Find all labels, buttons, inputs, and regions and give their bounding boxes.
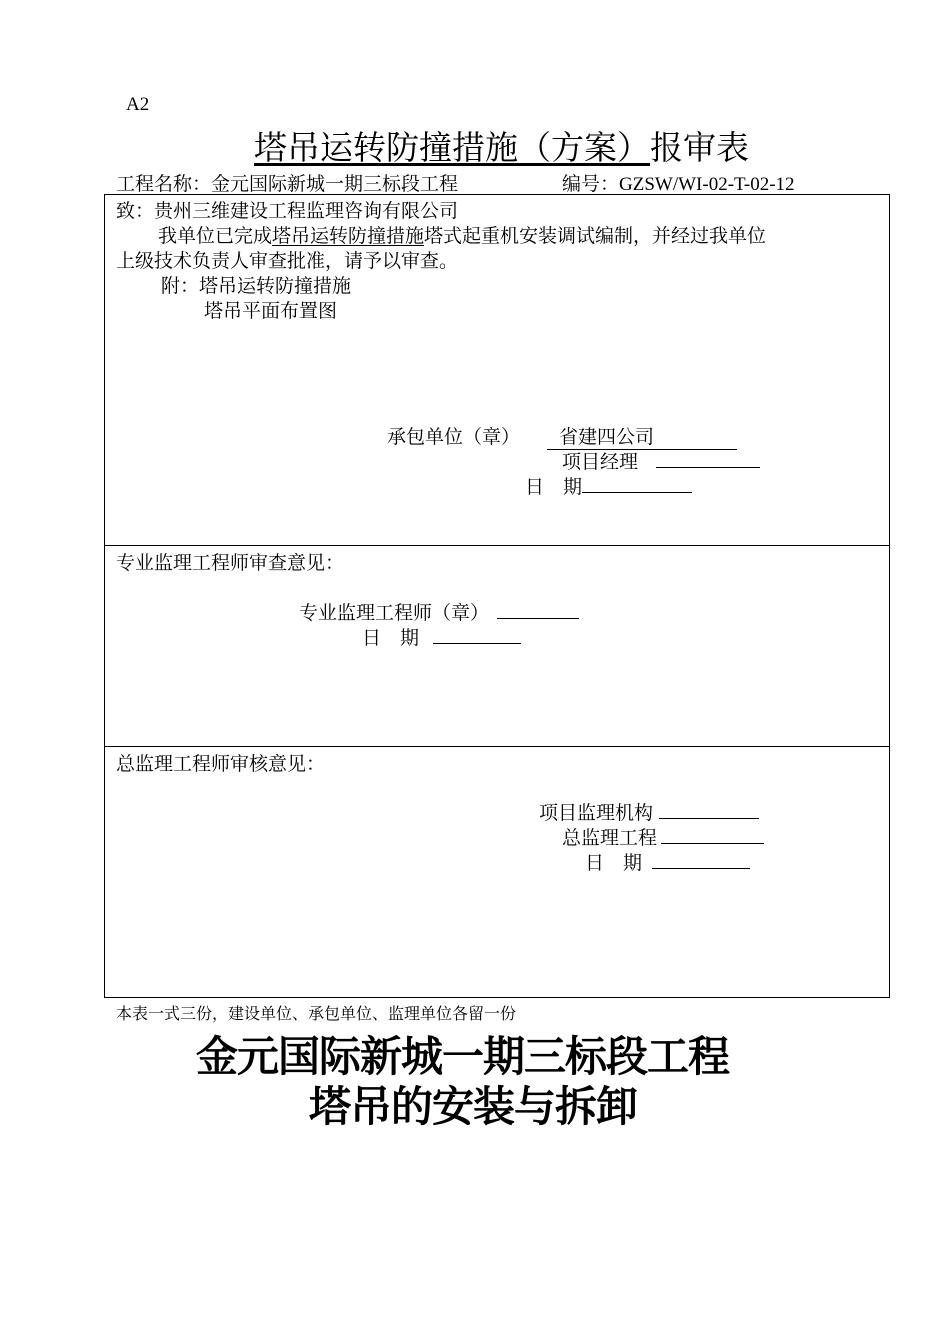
specialist-review-section xyxy=(104,545,890,747)
chief-engineer-blank xyxy=(661,825,764,844)
attachment-item-1-text: 塔吊运转防撞措施 xyxy=(199,275,352,297)
form-code: A2 xyxy=(126,94,150,115)
project-name-label: 工程名称： xyxy=(116,173,212,195)
submission-date-line xyxy=(525,472,692,499)
submission-date-blank xyxy=(582,474,692,493)
chief-engineer-label: 总监理工程 xyxy=(562,827,658,849)
specialist-engineer-blank xyxy=(497,600,579,619)
manager-signature-blank xyxy=(656,449,760,468)
chief-review-section xyxy=(104,746,890,998)
document-code-value: GZSW/WI-02-T-02-12 xyxy=(619,174,795,195)
supervision-org-label: 项目监理机构 xyxy=(539,802,654,824)
form-title-suffix: 报审表 xyxy=(650,128,749,167)
crane-title-heading: 塔吊的安装与拆卸 xyxy=(309,1082,638,1131)
document-code-label: 编号： xyxy=(562,173,620,195)
specialist-date-line xyxy=(362,623,521,650)
specialist-date-label: 日 期 xyxy=(362,627,420,649)
attachment-item-1 xyxy=(161,271,351,298)
chief-date-blank xyxy=(652,850,750,869)
attachment-label: 附： xyxy=(161,275,200,297)
chief-date-label: 日 期 xyxy=(585,852,643,874)
form-title xyxy=(254,122,749,169)
specialist-engineer-line xyxy=(299,598,579,625)
form-title-underlined: 塔吊运转防撞措施（方案） xyxy=(254,128,650,167)
project-title-heading: 金元国际新城一期三标段工程 xyxy=(196,1032,730,1081)
recipient-line: 致：贵州三维建设工程监理咨询有限公司 xyxy=(116,200,459,222)
body-underlined-plan: 塔吊运转防撞措施 xyxy=(272,225,425,247)
specialist-date-blank xyxy=(433,625,521,644)
copies-footnote: 本表一式三份，建设单位、承包单位、监理单位各留一份 xyxy=(116,1004,517,1023)
contractor-line xyxy=(387,422,737,450)
submission-date-label: 日 期 xyxy=(525,476,583,498)
project-name-value: 金元国际新城一期三标段工程 xyxy=(211,173,459,195)
document-code-line xyxy=(562,169,795,196)
body-prefix: 我单位已完成 xyxy=(158,225,273,247)
specialist-engineer-label: 专业监理工程师（章） xyxy=(299,602,490,624)
submission-section xyxy=(104,194,890,546)
chief-review-heading: 总监理工程师审核意见： xyxy=(116,753,326,775)
submission-body-line1 xyxy=(158,221,766,248)
contractor-value: 省建四公司 xyxy=(547,422,737,450)
manager-label: 项目经理 xyxy=(562,451,639,473)
supervision-org-line xyxy=(539,798,759,825)
supervision-org-blank xyxy=(659,800,759,819)
chief-engineer-line xyxy=(562,823,764,850)
manager-line xyxy=(562,447,760,474)
chief-date-line xyxy=(585,848,750,875)
submission-body-line2: 上级技术负责人审查批准，请予以审查。 xyxy=(116,250,459,272)
specialist-review-heading: 专业监理工程师审查意见： xyxy=(116,552,345,574)
attachment-item-2: 塔吊平面布置图 xyxy=(204,300,338,322)
project-name-line xyxy=(116,169,458,196)
body-suffix: 塔式起重机安装调试编制，并经过我单位 xyxy=(424,225,767,247)
contractor-label: 承包单位（章） xyxy=(387,426,521,448)
